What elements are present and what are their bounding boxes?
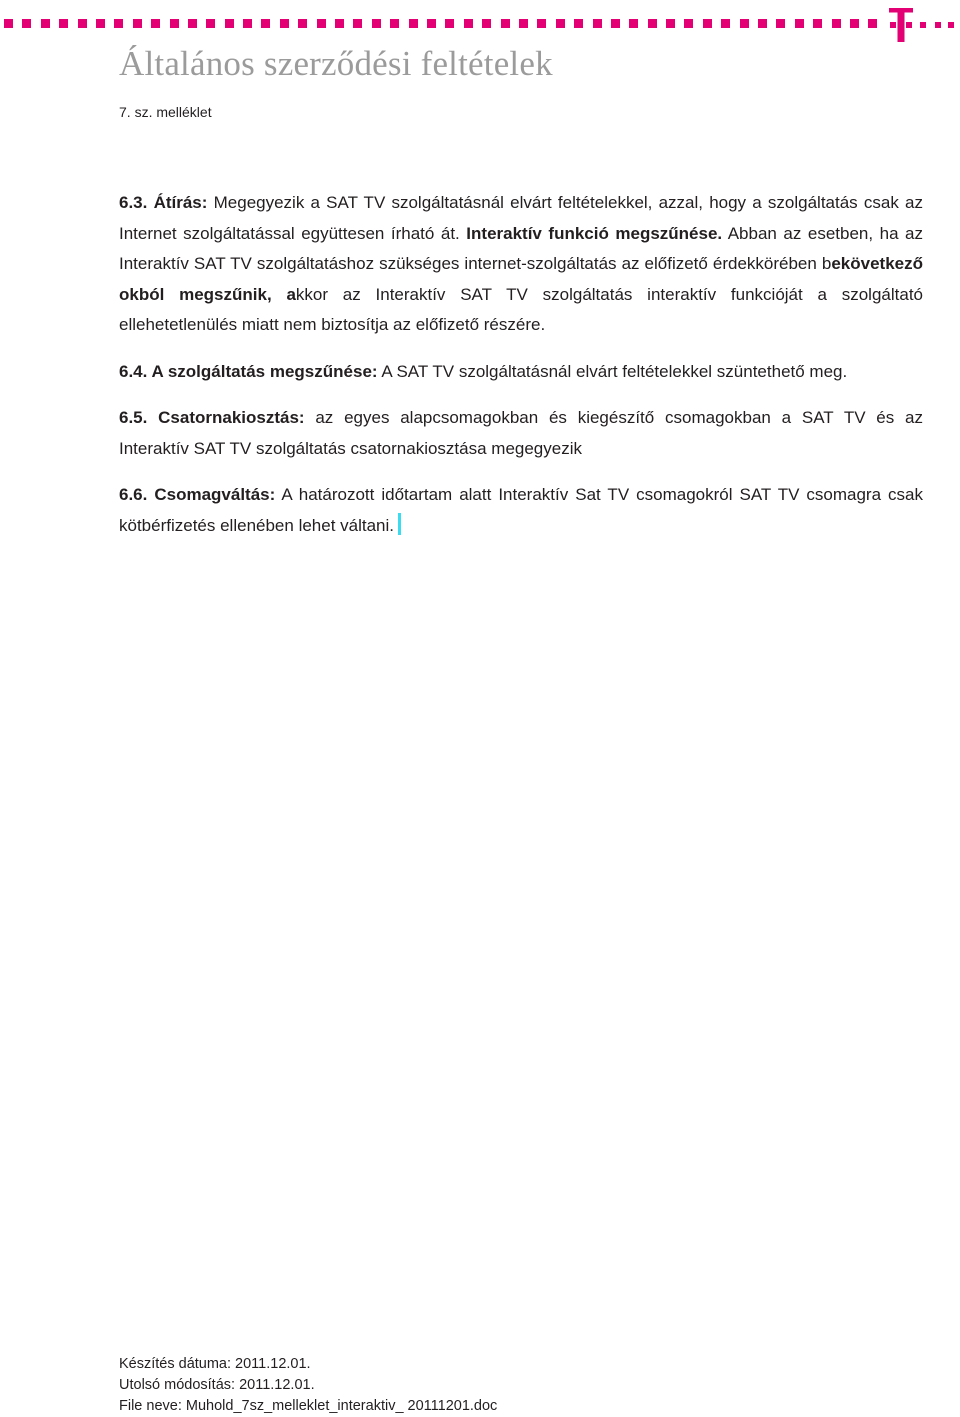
section-text: kkor az Interaktív SAT TV szolgáltatás interaktív funkcióját a szolgáltató ellehetetlenülés miatt nem biztosítja az előfizető részére. <box>119 284 923 334</box>
document-footer <box>119 1354 497 1417</box>
brand-dot <box>464 19 473 28</box>
brand-dot <box>648 19 657 28</box>
footer-filename: File neve: Muhold_7sz_melleklet_interaktiv_ 20111201.doc <box>119 1398 498 1414</box>
brand-dot <box>188 19 197 28</box>
brand-dot <box>151 19 160 28</box>
brand-dot <box>776 19 785 28</box>
brand-dot <box>445 19 454 28</box>
brand-dot <box>519 19 528 28</box>
brand-dot <box>4 19 13 28</box>
brand-dot <box>501 19 510 28</box>
brand-dot <box>427 19 436 28</box>
footer-created: Készítés dátuma: 2011.12.01. <box>119 1356 311 1372</box>
brand-dot <box>832 19 841 28</box>
brand-dot-bar <box>0 19 884 29</box>
section-text: A határozott időtartam alatt Interaktív Sat TV csomagokról SAT TV csomagra csak kötbérfizetés ellenében lehet váltani. <box>119 485 923 535</box>
brand-dot <box>225 19 234 28</box>
section-keyword: Csomagváltás: <box>147 485 276 504</box>
brand-dot <box>243 19 252 28</box>
brand-dot <box>261 19 270 28</box>
section-text: Abban az esetben, ha az Interaktív SAT TV szolgáltatáshoz szükséges internet-szolgáltatás az előfizető érdekkörében b <box>119 223 923 273</box>
section-6-4 <box>119 357 923 388</box>
document-title: Általános szerződési feltételek <box>119 44 553 83</box>
brand-dot <box>556 19 565 28</box>
brand-dot <box>298 19 307 28</box>
brand-dot <box>78 19 87 28</box>
brand-dot <box>684 19 693 28</box>
brand-dot <box>813 19 822 28</box>
brand-dot <box>206 19 215 28</box>
footer-modified: Utolsó módosítás: 2011.12.01. <box>119 1377 315 1393</box>
section-keyword: Interaktív funkció megszűnése. <box>466 223 723 243</box>
section-text: az egyes alapcsomagokban és kiegészítő csomagokban a SAT TV és az Interaktív SAT TV szolgáltatás csatornakiosztása megegyezik <box>119 408 923 458</box>
brand-dot <box>41 19 50 28</box>
brand-dot <box>629 19 638 28</box>
brand-dot <box>114 19 123 28</box>
section-number: 6.3. <box>119 193 148 212</box>
brand-dot <box>666 19 675 28</box>
brand-dot <box>537 19 546 28</box>
brand-dot <box>850 19 859 28</box>
section-number: 6.4. <box>119 361 148 381</box>
text-cursor[interactable] <box>398 513 401 535</box>
brand-dot <box>593 19 602 28</box>
section-number: 6.5. <box>119 408 148 427</box>
brand-dot <box>335 19 344 28</box>
section-6-5 <box>119 403 923 464</box>
brand-dot <box>372 19 381 28</box>
section-keyword: A szolgáltatás megszűnése: <box>147 361 378 381</box>
section-keyword: Átírás: <box>153 193 208 212</box>
section-text: Megegyezik a SAT TV szolgáltatásnál elvárt feltételekkel, azzal, hogy a szolgáltatás csak az Internet szolgáltatással együttesen írható át. <box>119 193 923 243</box>
brand-dot <box>758 19 767 28</box>
brand-dot <box>482 19 491 28</box>
brand-dot <box>353 19 362 28</box>
brand-dot <box>59 19 68 28</box>
section-number: 6.6. <box>119 485 148 504</box>
brand-dot <box>611 19 620 28</box>
section-keyword: ekövetkező okból megszűnik, a <box>119 254 923 304</box>
brand-dot <box>96 19 105 28</box>
brand-dot <box>574 19 583 28</box>
brand-dot <box>409 19 418 28</box>
telekom-t-icon <box>884 6 956 46</box>
brand-dot <box>170 19 179 28</box>
document-subtitle: 7. sz. melléklet <box>119 104 212 120</box>
section-keyword: Csatornakiosztás: <box>147 408 305 427</box>
brand-dot <box>868 19 877 28</box>
brand-dot <box>133 19 142 28</box>
brand-dot <box>280 19 289 28</box>
document-body <box>119 188 923 557</box>
brand-dot <box>721 19 730 28</box>
brand-dot <box>317 19 326 28</box>
brand-dot <box>795 19 804 28</box>
brand-dot <box>740 19 749 28</box>
brand-dot <box>390 19 399 28</box>
section-text: A SAT TV szolgáltatásnál elvárt feltételekkel szüntethető meg. <box>377 361 848 381</box>
section-6-6 <box>119 480 923 541</box>
brand-dot <box>703 19 712 28</box>
brand-dot <box>22 19 31 28</box>
section-6-3 <box>119 188 923 341</box>
